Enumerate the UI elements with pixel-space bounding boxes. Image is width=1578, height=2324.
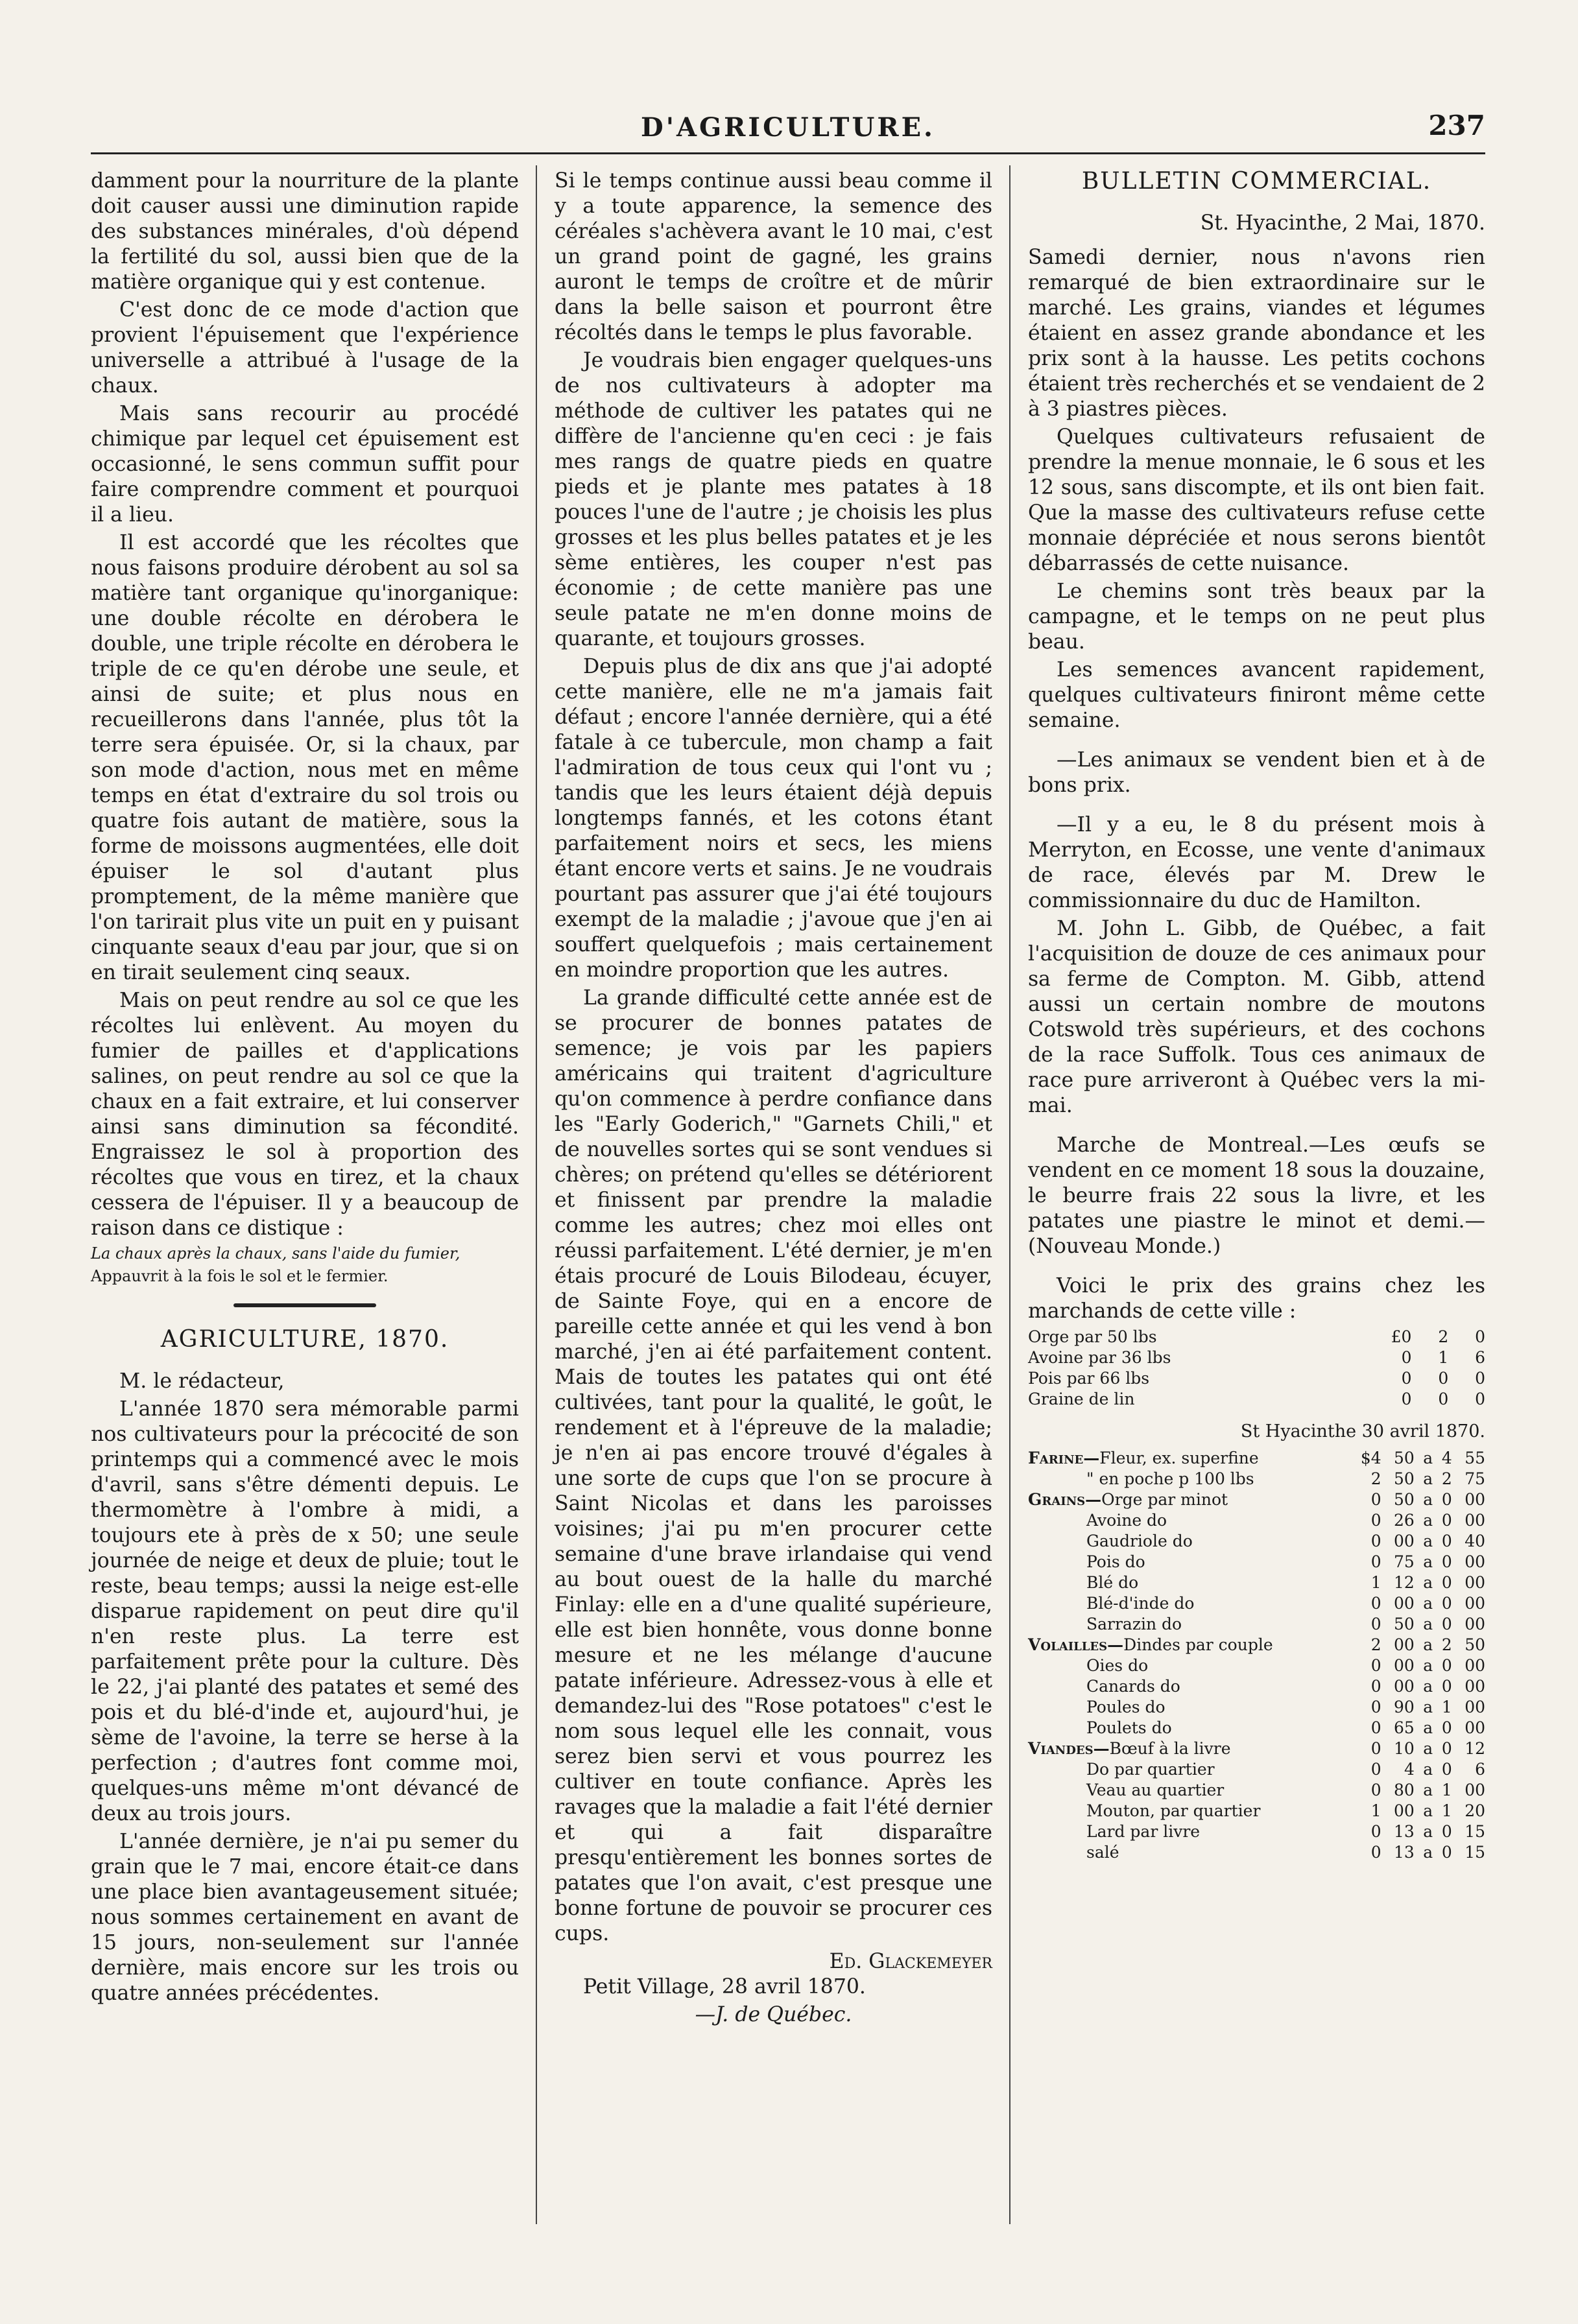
market-category: Viandes—	[1028, 1739, 1110, 1758]
market-label: Canards do	[1086, 1677, 1180, 1696]
section-title: AGRICULTURE, 1870.	[160, 1326, 449, 1353]
paragraph: Quelques cultivateurs refusaient de prendre la menue monnaie, le 6 sous et les 12 sous, sans discompte, et ils ont bien fait. Que la masse des cultivateurs refuse cette monnaie dépréciée et nous serons bientôt débarrassés de cette nuisance.	[1028, 425, 1485, 575]
market-item	[1028, 1510, 1348, 1531]
market-item	[1028, 1655, 1348, 1676]
market-item	[1028, 1718, 1348, 1738]
source-credit: —J. de Québec.	[695, 2003, 852, 2026]
paragraph: damment pour la nourriture de la plante doit causer aussi une diminution rapide des substances minérales, d'où dépend la fertilité du sol, aussi bien que de la matière organique qui y est contenue.	[91, 169, 519, 294]
price-value: 0	[1441, 1739, 1452, 1758]
price-value: 12	[1394, 1573, 1415, 1592]
place-date: Petit Village, 28 avril 1870.	[583, 1975, 866, 1998]
price-value: 0	[1370, 1656, 1381, 1675]
table-row	[1028, 1614, 1485, 1635]
price-value: 0	[1475, 1369, 1485, 1388]
price-value: 13	[1394, 1822, 1415, 1841]
price-value: 0	[1370, 1552, 1381, 1571]
price-value: 10	[1394, 1739, 1415, 1758]
price-separator: a	[1423, 1469, 1433, 1488]
price-value: 00	[1464, 1718, 1485, 1737]
table-row	[1028, 1718, 1485, 1738]
paragraph: L'année dernière, je n'ai pu semer du grain que le 7 mai, encore était-ce dans une place bien avantageusement située; nous sommes certainement en avant de 15 jours, non-seulement sur l'année dernière, mais encore sur les trois ou quatre années précédentes.	[91, 1830, 519, 2005]
price-separator: a	[1423, 1718, 1433, 1737]
market-item	[1028, 1821, 1348, 1842]
price-value: 0	[1441, 1552, 1452, 1571]
price-separator: a	[1423, 1698, 1433, 1716]
price-value: 20	[1464, 1801, 1485, 1820]
column-3	[1028, 169, 1485, 1863]
price-value: 75	[1464, 1469, 1485, 1488]
market-item	[1028, 1676, 1348, 1697]
market-item	[1028, 1593, 1348, 1614]
price-value: 0	[1370, 1739, 1381, 1758]
column-2	[555, 169, 992, 2028]
price-value: 1	[1370, 1801, 1381, 1820]
market-category: Grains—	[1028, 1490, 1102, 1509]
price-value: 6	[1475, 1348, 1485, 1367]
price-value: 4	[1404, 1760, 1415, 1779]
market-item	[1028, 1531, 1348, 1552]
market-label: Gaudriole do	[1086, 1532, 1193, 1550]
price-separator: a	[1423, 1573, 1433, 1592]
price-value: 00	[1394, 1801, 1415, 1820]
montreal-market-note: Marche de Montreal.—Les œufs se vendent en ce moment 18 sous la douzaine, le beurre frais 22 sous la livre, et les patates une piastre le minot et demi.—(Nouveau Monde.)	[1028, 1133, 1485, 1258]
table-row	[1028, 1655, 1485, 1676]
signature: Ed. Glackemeyer	[829, 1950, 992, 1973]
price-value: 00	[1464, 1781, 1485, 1799]
paragraph: —Il y a eu, le 8 du présent mois à Merryton, en Ecosse, une vente d'animaux de race, élevés par M. Drew le commissionnaire du duc de Hamilton.	[1028, 813, 1485, 912]
paragraph: Je voudrais bien engager quelques-uns de nos cultivateurs à adopter ma méthode de cultiver les patates qui ne diffère de l'ancienne qu'en ceci : je fais mes rangs de quatre pieds en quatre pieds et je plante mes patates à 18 pouces l'une de l'autre ; je choisis les plus grosses et les plus belles patates et je les sème entières, les couper n'est pas économie ; de cette manière pas une seule patate ne m'en donne moins de quarante, et toujours grosses.	[555, 349, 992, 650]
price-separator: a	[1423, 1490, 1433, 1509]
price-separator: a	[1423, 1656, 1433, 1675]
paragraph: L'année 1870 sera mémorable parmi nos cultivateurs pour la précocité de son printemps qui a commencé avec le mois d'avril, sans s'être démenti depuis. Le thermomètre à l'ombre à midi, a toujours ete à près de x 50; une seule journée de neige et deux de pluie; tout le reste, beau temps; aussi la neige est-elle disparue rapidement on peut dire qu'il n'en reste plus. La terre est parfaitement prête pour la culture. Dès le 22, j'ai planté des patates et semé des pois et du blé-d'inde et, aujourd'hui, je sème de l'avoine, la terre se herse à la perfection ; d'autres font comme moi, quelques-uns même m'ont dévancé de deux au trois jours.	[91, 1397, 519, 1825]
table-row	[1028, 1448, 1485, 1469]
price-separator: a	[1423, 1594, 1433, 1613]
price-value: 0	[1370, 1511, 1381, 1530]
price-value: 00	[1464, 1511, 1485, 1530]
price-value: £0	[1391, 1327, 1412, 1346]
table-row	[1028, 1489, 1485, 1510]
column-rule	[1009, 165, 1010, 2224]
price-value: 50	[1394, 1449, 1415, 1467]
price-value: 55	[1464, 1449, 1485, 1467]
price-separator: a	[1423, 1677, 1433, 1696]
page-header	[91, 107, 1485, 154]
price-separator: a	[1423, 1532, 1433, 1550]
running-title: D'AGRICULTURE.	[641, 112, 935, 143]
market-label: Dindes par couple	[1123, 1635, 1273, 1654]
price-value: 0	[1438, 1369, 1449, 1388]
price-value: 80	[1394, 1781, 1415, 1799]
table-row	[1028, 1842, 1485, 1863]
price-value: 50	[1394, 1469, 1415, 1488]
price-value: 0	[1401, 1390, 1412, 1408]
price-value: 50	[1394, 1490, 1415, 1509]
price-separator: a	[1423, 1801, 1433, 1820]
price-separator: a	[1423, 1760, 1433, 1779]
paragraph: La grande difficulté cette année est de se procurer de bonnes patates de semence; je vois par les papiers américains qui traitent d'agriculture qu'on commence à perdre confiance dans les "Early Goderich," "Garnets Chili," et de nouvelles sortes qui se sont vendues si chères; on prétend qu'elles se détériorent et finissent par prendre la maladie comme les autres; chez moi elles ont réussi parfaitement. L'été dernier, je m'en étais procuré de Louis Bilodeau, écuyer, de Sainte Foye, qui en a encore de pareille cette année et qui les vend à bon marché, j'en ai été parfaitement content. Mais de toutes les patates qui ont été cultivées, tant pour la qualité, le goût, le rendement et à l'épreuve de la maladie; je n'en ai pas encore trouvé d'égales à une sorte de cups que l'on se procure à Saint Nicolas et dans les paroisses voisines; j'ai pu m'en procurer cette semaine d'une brave irlandaise qui vend au bout ouest de la halle du marché Finlay: elle en a d'une qualité supérieure, elle est bien honnête, vous donne bonne mesure et ne les mélange d'aucune patate inférieure. Adressez-vous à elle et demandez-lui des "Rose potatoes" c'est le nom sous lequel elle les connait, vous serez bien servi et vous pourrez les cultiver en toute confiance. Après les ravages que la maladie a fait l'été dernier et qui a fait disparaître presqu'entièrement les bonnes sortes de patates que l'on avait, c'est presque une bonne fortune de pouvoir se procurer ces cups.	[555, 986, 992, 1945]
market-label: salé	[1086, 1843, 1119, 1862]
price-label: Orge par 50 lbs	[1028, 1327, 1157, 1346]
prices-intro: Voici le prix des grains chez les marchands de cette ville :	[1028, 1274, 1485, 1323]
price-value: 0	[1370, 1718, 1381, 1737]
price-separator: a	[1423, 1449, 1433, 1467]
market-label: Mouton, par quartier	[1086, 1801, 1261, 1820]
price-value: 0	[1401, 1369, 1412, 1388]
price-separator: a	[1423, 1739, 1433, 1758]
price-value: 0	[1370, 1594, 1381, 1613]
section-separator	[233, 1303, 376, 1307]
market-label: Oies do	[1086, 1656, 1149, 1675]
price-separator: a	[1423, 1552, 1433, 1571]
paragraph: Les semences avancent rapidement, quelques cultivateurs finiront même cette semaine.	[1028, 658, 1485, 732]
price-value: 4	[1441, 1449, 1452, 1467]
market-label: Lard par livre	[1086, 1822, 1201, 1841]
price-value: 0	[1370, 1490, 1381, 1509]
price-value: 0	[1370, 1677, 1381, 1696]
price-label: Avoine par 36 lbs	[1028, 1348, 1171, 1367]
price-value: 1	[1441, 1781, 1452, 1799]
market-item	[1028, 1738, 1348, 1759]
table-row	[1028, 1801, 1485, 1821]
market-item	[1028, 1759, 1348, 1780]
table-row	[1028, 1676, 1485, 1697]
price-value: 1	[1441, 1698, 1452, 1716]
price-value: 15	[1464, 1843, 1485, 1862]
salutation: M. le rédacteur,	[119, 1370, 285, 1393]
market-item	[1028, 1552, 1348, 1572]
price-value: 00	[1464, 1552, 1485, 1571]
price-separator: a	[1423, 1615, 1433, 1633]
market-label: " en poche p 100 lbs	[1086, 1469, 1254, 1488]
price-value: 00	[1394, 1532, 1415, 1550]
table-row	[1028, 1759, 1485, 1780]
price-separator: a	[1423, 1822, 1433, 1841]
market-item	[1028, 1469, 1348, 1489]
price-value: 2	[1370, 1469, 1381, 1488]
market-item	[1028, 1448, 1348, 1469]
market-label: Do par quartier	[1086, 1760, 1215, 1779]
price-value: 0	[1441, 1615, 1452, 1633]
price-value: 15	[1464, 1822, 1485, 1841]
table-row	[1028, 1572, 1485, 1593]
table-row	[1028, 1469, 1485, 1489]
market-category: Volailles—	[1028, 1635, 1124, 1654]
price-value: 00	[1394, 1635, 1415, 1654]
price-value: 50	[1464, 1635, 1485, 1654]
price-value: 0	[1441, 1594, 1452, 1613]
price-value: 0	[1441, 1490, 1452, 1509]
price-value: 0	[1441, 1718, 1452, 1737]
market-label: Blé do	[1086, 1573, 1139, 1592]
price-value: 0	[1370, 1822, 1381, 1841]
price-value: 0	[1370, 1615, 1381, 1633]
price-value: 00	[1464, 1677, 1485, 1696]
market-label: Poules do	[1086, 1698, 1166, 1716]
market-item	[1028, 1572, 1348, 1593]
section-title: BULLETIN COMMERCIAL.	[1081, 168, 1432, 195]
price-value: 65	[1394, 1718, 1415, 1737]
price-value: 0	[1401, 1348, 1412, 1367]
table-row	[1028, 1552, 1485, 1572]
price-value: 00	[1464, 1594, 1485, 1613]
grain-price-table	[1028, 1327, 1485, 1410]
table-row	[1028, 1327, 1485, 1347]
price-value: 00	[1464, 1573, 1485, 1592]
market-item	[1028, 1842, 1348, 1863]
price-value: 00	[1464, 1490, 1485, 1509]
paragraph: Mais on peut rendre au sol ce que les récoltes lui enlèvent. Au moyen du fumier de pailles et d'applications salines, on peut rendre au sol ce que la chaux en a fait extraire, et lui conserver ainsi sans diminution sa fécondité. Engraissez le sol à proportion des récoltes que vous en tirez, et la chaux cessera de l'épuiser. Il y a beaucoup de raison dans ce distique :	[91, 989, 519, 1240]
price-value: 0	[1441, 1511, 1452, 1530]
distich-line: La chaux après la chaux, sans l'aide du fumier,	[91, 1244, 460, 1263]
price-value: 00	[1394, 1677, 1415, 1696]
price-value: 0	[1441, 1822, 1452, 1841]
price-value: 0	[1370, 1781, 1381, 1799]
paragraph: Samedi dernier, nous n'avons rien remarqué de bien extraordinaire sur le marché. Les grains, viandes et légumes étaient en assez grande abondance et les prix sont à la hausse. Les petits cochons étaient très recherchés et se vendaient de 2 à 3 piastres pièces.	[1028, 246, 1485, 421]
paragraph: M. John L. Gibb, de Québec, a fait l'acquisition de douze de ces animaux pour sa ferme de Compton. M. Gibb, attend aussi un certain nombre de moutons Cotswold très supérieurs, et des cochons de la race Suffolk. Tous ces animaux de race pure arriveront à Québec vers la mi-mai.	[1028, 917, 1485, 1117]
table-row	[1028, 1697, 1485, 1718]
market-label: Bœuf à la livre	[1109, 1739, 1231, 1758]
market-label: Avoine do	[1086, 1511, 1167, 1530]
price-value: 00	[1464, 1615, 1485, 1633]
price-value: $4	[1360, 1449, 1381, 1467]
price-value: 90	[1394, 1698, 1415, 1716]
price-value: 1	[1438, 1348, 1449, 1367]
paragraph: C'est donc de ce mode d'action que provient l'épuisement que l'expérience universelle a attribué à l'usage de la chaux.	[91, 298, 519, 397]
price-value: 0	[1370, 1843, 1381, 1862]
column-rule	[536, 165, 537, 2224]
table-row	[1028, 1389, 1485, 1410]
table-row	[1028, 1780, 1485, 1801]
market-item	[1028, 1635, 1348, 1655]
market-item	[1028, 1801, 1348, 1821]
price-value: 2	[1441, 1635, 1452, 1654]
price-value: 00	[1394, 1594, 1415, 1613]
table-row	[1028, 1821, 1485, 1842]
price-value: 13	[1394, 1843, 1415, 1862]
paragraph: Depuis plus de dix ans que j'ai adopté cette manière, elle ne m'a jamais fait défaut ; encore l'année dernière, qui a été fatale à ce tubercule, mon champ a fait l'admiration de tous ceux qui l'ont vu ; tandis que les leurs étaient déjà depuis longtemps fannés, et les cotons étant parfaitement noirs et secs, les miens étant encore verts et sains. Je ne voudrais pourtant pas assurer que j'ai été toujours exempt de la maladie ; j'avoue que j'en ai souffert quelquefois ; mais certainement en moindre proportion que les autres.	[555, 655, 992, 982]
price-value: 0	[1441, 1532, 1452, 1550]
price-value: 50	[1394, 1615, 1415, 1633]
price-value: 6	[1475, 1760, 1485, 1779]
price-value: 0	[1475, 1390, 1485, 1408]
table-row	[1028, 1593, 1485, 1614]
price-value: 1	[1441, 1801, 1452, 1820]
price-value: 0	[1441, 1760, 1452, 1779]
paragraph: —Les animaux se vendent bien et à de bons prix.	[1028, 748, 1485, 797]
price-label: Pois par 66 lbs	[1028, 1369, 1150, 1388]
market-label: Fleur, ex. superfine	[1099, 1449, 1259, 1467]
price-dateline: St Hyacinthe 30 avril 1870.	[1240, 1421, 1485, 1441]
price-label: Graine de lin	[1028, 1390, 1135, 1408]
price-value: 0	[1441, 1656, 1452, 1675]
paragraph: Le chemins sont très beaux par la campagne, et le temps on ne peut plus beau.	[1028, 580, 1485, 654]
page-number: 237	[1428, 110, 1485, 141]
market-category: Farine—	[1028, 1449, 1100, 1467]
paragraph: Mais sans recourir au procédé chimique par lequel cet épuisement est occasionné, le sens commun suffit pour faire comprendre comment et pourquoi il a lieu.	[91, 402, 519, 527]
price-value: 00	[1394, 1656, 1415, 1675]
price-value: 2	[1441, 1469, 1452, 1488]
price-value: 0	[1370, 1760, 1381, 1779]
price-value: 1	[1370, 1573, 1381, 1592]
market-item	[1028, 1697, 1348, 1718]
price-separator: a	[1423, 1511, 1433, 1530]
market-label: Orge par minot	[1101, 1490, 1228, 1509]
price-value: 0	[1370, 1532, 1381, 1550]
market-price-table	[1028, 1448, 1485, 1863]
price-value: 0	[1438, 1390, 1449, 1408]
price-separator: a	[1423, 1843, 1433, 1862]
price-value: 75	[1394, 1552, 1415, 1571]
paragraph: Il est accordé que les récoltes que nous faisons produire dérobent au sol sa matière tant organique qu'inorganique: une double récolte en dérobera le double, une triple récolte en dérobera le triple de ce qu'en dérobe une seule, et ainsi de suite; et plus nous en recueillerons dans l'année, plus tôt la terre sera épuisée. Or, si la chaux, par son mode d'action, nous met en même temps en état d'extraire du sol trois ou quatre fois autant de matière, sous la forme de moissons augmentées, elle doit épuiser le sol d'autant plus promptement, de la même manière que l'on tarirait plus vite un puit en y puisant cinquante seaux d'eau par jour, que si on en tirait seulement cinq seaux.	[91, 531, 519, 984]
price-separator: a	[1423, 1781, 1433, 1799]
price-separator: a	[1423, 1635, 1433, 1654]
market-label: Poulets do	[1086, 1718, 1172, 1737]
market-label: Veau au quartier	[1086, 1781, 1225, 1799]
price-value: 00	[1464, 1698, 1485, 1716]
table-row	[1028, 1635, 1485, 1655]
table-row	[1028, 1738, 1485, 1759]
column-1	[91, 169, 519, 2009]
price-value: 0	[1441, 1573, 1452, 1592]
market-item	[1028, 1780, 1348, 1801]
table-row	[1028, 1368, 1485, 1389]
price-value: 0	[1441, 1677, 1452, 1696]
price-value: 0	[1441, 1843, 1452, 1862]
market-item	[1028, 1614, 1348, 1635]
price-value: 26	[1394, 1511, 1415, 1530]
price-value: 2	[1370, 1635, 1381, 1654]
market-item	[1028, 1489, 1348, 1510]
price-value: 12	[1464, 1739, 1485, 1758]
distich-line: Appauvrit à la fois le sol et le fermier.	[91, 1267, 389, 1285]
table-row	[1028, 1510, 1485, 1531]
market-label: Pois do	[1086, 1552, 1145, 1571]
price-value: 0	[1370, 1698, 1381, 1716]
dateline: St. Hyacinthe, 2 Mai, 1870.	[1200, 211, 1485, 235]
table-row	[1028, 1347, 1485, 1368]
market-label: Sarrazin do	[1086, 1615, 1182, 1633]
table-row	[1028, 1531, 1485, 1552]
price-value: 40	[1464, 1532, 1485, 1550]
price-value: 0	[1475, 1327, 1485, 1346]
market-label: Blé-d'inde do	[1086, 1594, 1195, 1613]
price-value: 2	[1438, 1327, 1449, 1346]
price-value: 00	[1464, 1656, 1485, 1675]
paragraph: Si le temps continue aussi beau comme il y a toute apparence, la semence des céréales s'achèvera avant le 10 mai, c'est un grand point de gagné, les grains auront le temps de croître et de mûrir dans la belle saison et pourront être récoltés dans le temps le plus favorable.	[555, 169, 992, 344]
